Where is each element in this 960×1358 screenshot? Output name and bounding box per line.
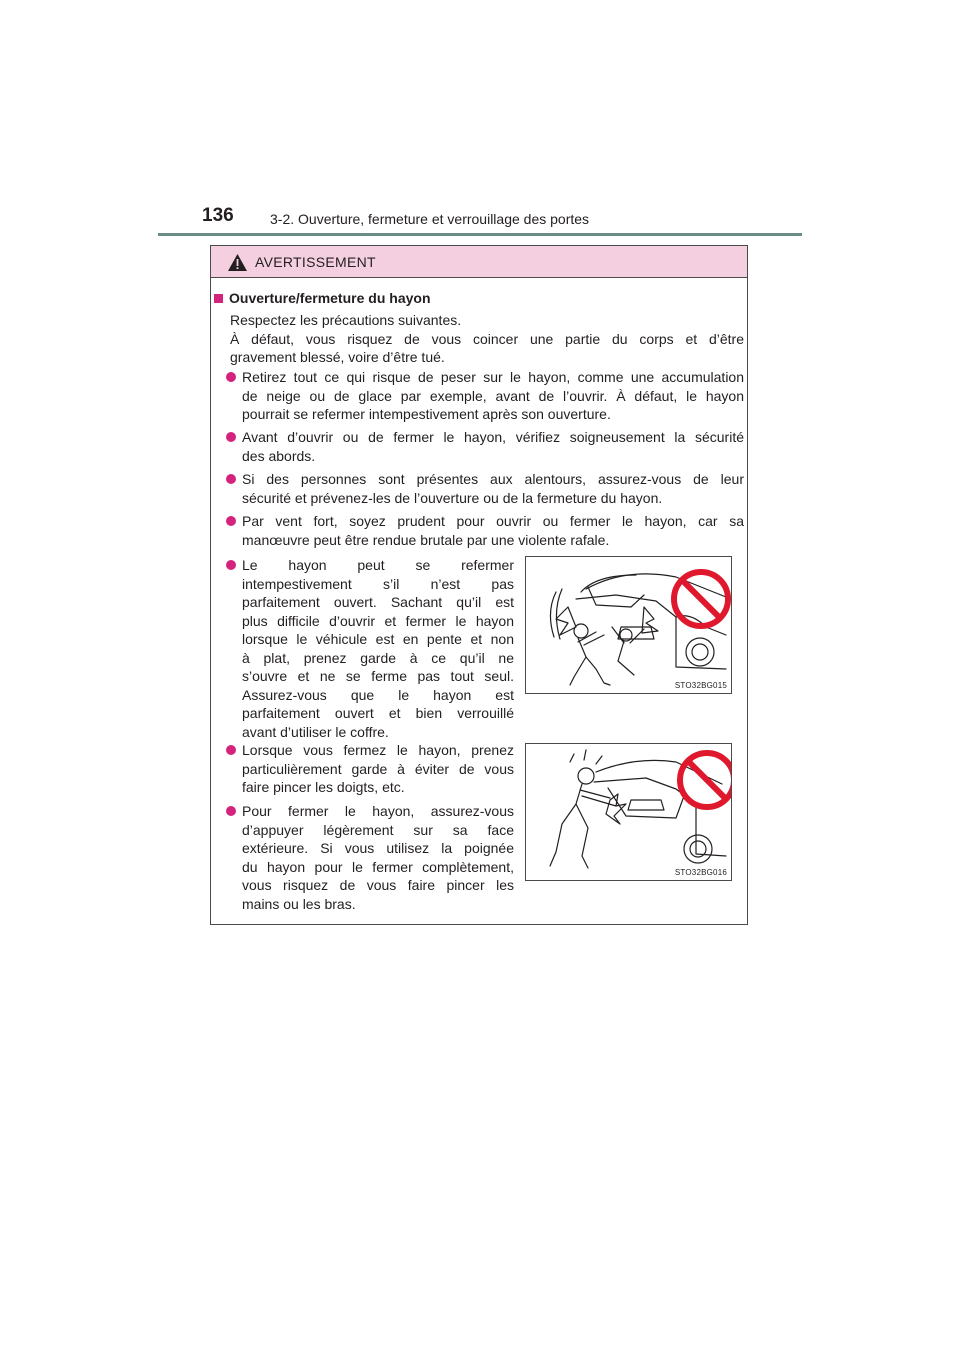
bullet-line: de neige ou de glace par exemple, avant de l’ouvrir. À défaut, le hayon: [242, 387, 744, 404]
bullet-line: avant d’utiliser le coffre.: [242, 723, 389, 740]
bullet-item: [242, 368, 744, 424]
finger-pinch-illustration: [526, 744, 731, 880]
bullet-line: vous risquez de vous faire pincer les: [242, 877, 514, 893]
bullet-item: [242, 428, 744, 465]
bullet-dot-icon: [226, 372, 236, 382]
bullet-line: Assurez-vous que le hayon est: [242, 686, 514, 703]
figure-finger-pinch: [525, 743, 732, 881]
bullet-dot-icon: [226, 745, 236, 755]
bullet-line: des abords.: [242, 447, 316, 464]
bullet-line: parfaitement ouvert. Sachant qu’il est: [242, 594, 514, 610]
bullet-item: [242, 741, 514, 797]
bullet-line: pourrait se refermer intempestivement après son ouverture.: [242, 406, 611, 422]
tailgate-falling-illustration: [526, 557, 731, 693]
bullet-line: Avant d’ouvrir ou de fermer le hayon, vérifiez soigneusement la sécurité: [242, 429, 744, 445]
bullet-item: [242, 802, 514, 913]
bullet-line: Lorsque vous fermez le hayon, prenez: [242, 742, 514, 758]
bullet-item: [242, 512, 744, 549]
page-number: 136: [202, 205, 234, 226]
bullet-line: parfaitement ouvert et bien verrouillé: [242, 705, 514, 721]
bullet-line: s’ouvre et ne se ferme pas tout seul.: [242, 668, 514, 684]
warning-box: [210, 245, 748, 925]
bullet-item: [242, 556, 514, 741]
intro-line: À défaut, vous risquez de vous coincer une partie du corps et d’être: [230, 330, 744, 347]
bullet-dot-icon: [226, 806, 236, 816]
bullet-line: Retirez tout ce qui risque de peser sur le hayon, comme une accumulation: [242, 369, 744, 385]
bullet-dot-icon: [226, 516, 236, 526]
bullet-line: Si des personnes sont présentes aux alentours, assurez-vous de leur: [242, 471, 744, 487]
bullet-dot-icon: [226, 432, 236, 442]
header-rule: [158, 233, 802, 236]
bullet-line: plus difficile d’ouvrir et fermer le hayon: [242, 612, 514, 629]
subheading-text: Ouverture/fermeture du hayon: [229, 290, 431, 306]
bullet-line: d’appuyer légèrement sur sa face: [242, 821, 514, 838]
bullet-line: Par vent fort, soyez prudent pour ouvrir ou fermer le hayon, car sa: [242, 513, 744, 529]
intro-line: Respectez les précautions suivantes.: [230, 312, 462, 328]
figure-code: STO32BG016: [674, 868, 727, 877]
bullet-line: intempestivement s’il n’est pas: [242, 575, 514, 592]
warning-title: AVERTISSEMENT: [255, 254, 376, 270]
bullet-item: [242, 470, 744, 507]
bullet-dot-icon: [226, 474, 236, 484]
page-header: [202, 203, 802, 231]
bullet-line: manœuvre peut être rendue brutale par une violente rafale.: [242, 531, 610, 548]
bullet-dot-icon: [226, 560, 236, 570]
warning-triangle-icon: [227, 253, 248, 272]
warning-subheading: [214, 290, 431, 306]
bullet-line: mains ou les bras.: [242, 895, 356, 912]
bullet-line: à plat, prenez garde à ce qu’il ne: [242, 649, 514, 666]
bullet-line: particulièrement garde à éviter de vous: [242, 760, 514, 777]
bullet-line: faire pincer les doigts, etc.: [242, 779, 405, 795]
intro-line: gravement blessé, voire d’être tué.: [230, 349, 445, 365]
square-bullet-icon: [214, 294, 223, 303]
bullet-line: lorsque le véhicule est en pente et non: [242, 631, 514, 647]
bullet-line: du hayon pour le fermer complètement,: [242, 858, 514, 875]
section-title: 3-2. Ouverture, fermeture et verrouillage des portes: [270, 211, 590, 227]
warning-header: [211, 246, 747, 278]
bullet-line: extérieure. Si vous utilisez la poignée: [242, 840, 514, 856]
bullet-line: Pour fermer le hayon, assurez-vous: [242, 803, 514, 819]
bullet-line: Le hayon peut se refermer: [242, 557, 514, 573]
figure-tailgate-closing-unexpectedly: [525, 556, 732, 694]
intro-paragraph: [230, 311, 744, 367]
bullet-line: sécurité et prévenez-les de l’ouverture ou de la fermeture du hayon.: [242, 489, 663, 506]
figure-code: STO32BG015: [674, 681, 727, 690]
